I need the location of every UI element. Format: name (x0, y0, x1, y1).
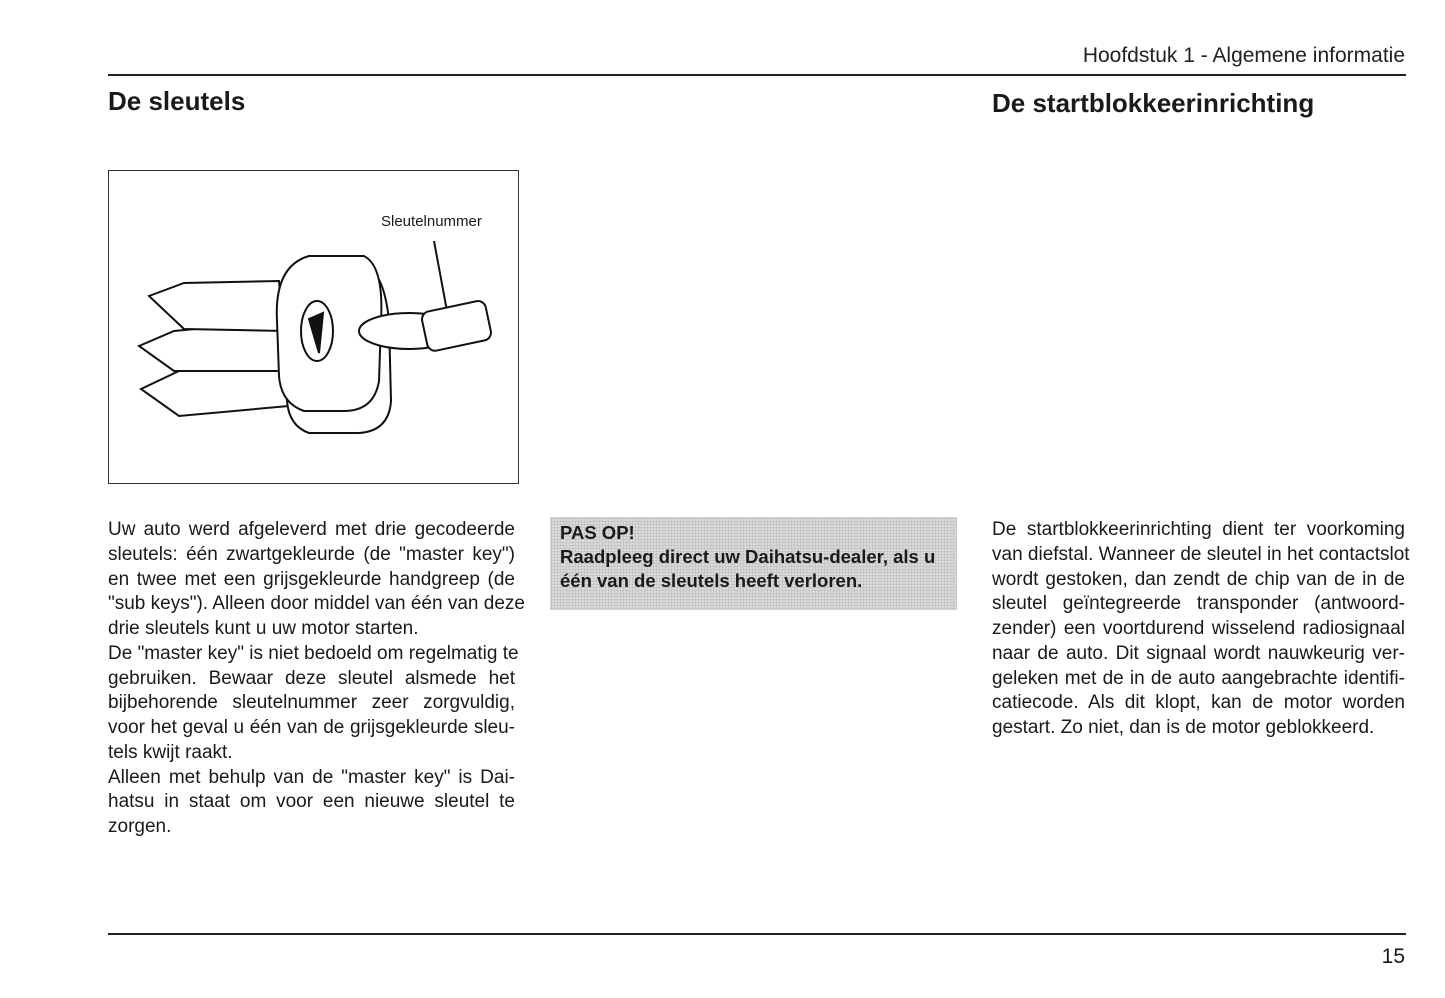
text-line: sleutels: één zwartgekleurde (de "master key") (108, 543, 515, 565)
text-line: en twee met een grijsgekleurde handgreep (de (108, 568, 515, 590)
warning-box (550, 517, 957, 610)
keys-drawing-icon (109, 171, 520, 485)
text-line: gestart. Zo niet, dan is de motor geblokkeerd. (992, 717, 1375, 738)
text-line: gebruiken. Bewaar deze sleutel alsmede het (108, 667, 515, 689)
text-line: voor het geval u één van de grijsgekleurde sleu- (108, 717, 515, 738)
warning-line: één van de sleutels heeft verloren. (560, 570, 863, 591)
text-line: geleken met de in de auto aangebrachte identifi- (992, 667, 1405, 689)
text-line: De startblokkeerinrichting dient ter voorkoming (992, 519, 1405, 540)
warning-title: PAS OP! (560, 522, 635, 543)
page-number: 15 (1381, 945, 1405, 968)
chapter-header: Hoofdstuk 1 - Algemene informatie (1082, 44, 1405, 67)
text-line: van diefstal. Wanneer de sleutel in het contactslot (992, 543, 1410, 565)
text-line: zorgen. (108, 816, 172, 837)
keys-paragraph (108, 518, 525, 840)
text-line: zender) een voortdurend wisselend radiosignaal (992, 618, 1405, 639)
text-line: Alleen met behulp van de "master key" is Dai- (108, 766, 515, 788)
text-line: bijbehorende sleutelnummer zeer zorgvuldig, (108, 692, 515, 714)
text-line: wordt gestoken, dan zendt de chip van de in de (992, 568, 1405, 590)
text-line: De "master key" is niet bedoeld om regelmatig te (108, 642, 519, 664)
figure-label: Sleutelnummer (381, 213, 482, 230)
immobilizer-paragraph (992, 518, 1410, 741)
text-line: "sub keys"). Alleen door middel van één van deze (108, 593, 525, 615)
text-line: drie sleutels kunt u uw motor starten. (108, 618, 419, 639)
text-line: Uw auto werd afgeleverd met drie gecodeerde (108, 519, 515, 540)
section-title-keys: De sleutels (108, 86, 246, 116)
keys-illustration (108, 170, 519, 484)
text-line: naar de auto. Dit signaal wordt nauwkeurig ver- (992, 642, 1405, 664)
text-line: tels kwijt raakt. (108, 741, 233, 763)
text-line: sleutel geïntegreerde transponder (antwoord- (992, 593, 1405, 615)
warning-line: Raadpleeg direct uw Daihatsu-dealer, als u (560, 546, 936, 567)
text-line: catiecode. Als dit klopt, kan de motor worden (992, 692, 1405, 714)
section-title-immobilizer: De startblokkeerinrichting (992, 88, 1315, 118)
footer-rule (108, 933, 1406, 935)
text-line: hatsu in staat om voor een nieuwe sleutel te (108, 791, 515, 813)
header-rule (108, 74, 1406, 76)
